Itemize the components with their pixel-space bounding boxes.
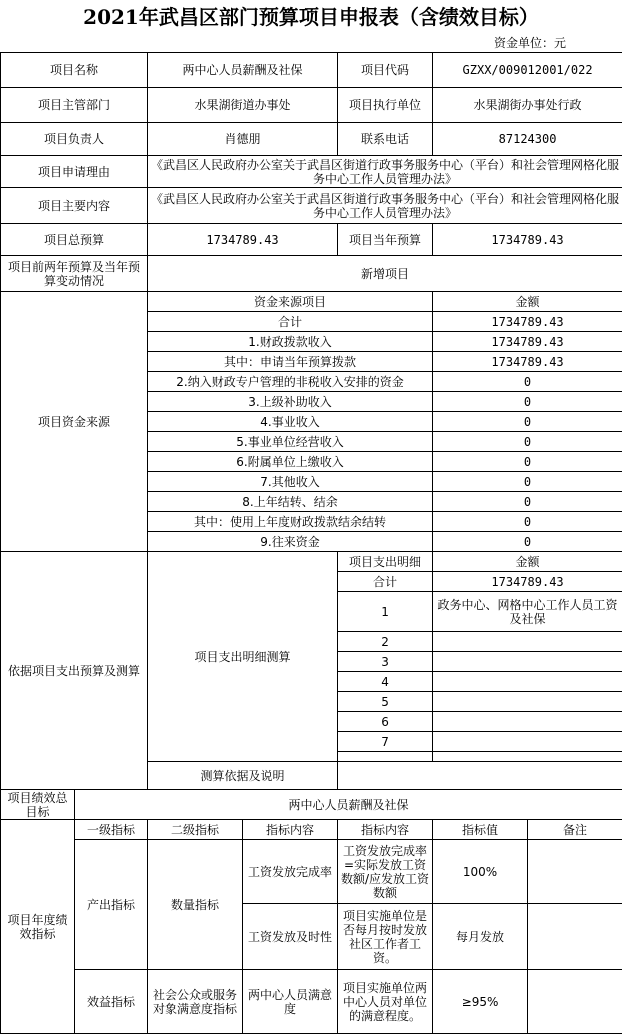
- funding-row-label: 9.往来资金: [148, 532, 433, 552]
- funding-row-label: 4.事业收入: [148, 412, 433, 432]
- phone-value: 87124300: [433, 123, 622, 156]
- expense-row-detail: [433, 732, 622, 752]
- note-header: 备注: [528, 820, 622, 840]
- expense-row-detail: [433, 672, 622, 692]
- performance-goal-value: 两中心人员薪酬及社保: [75, 790, 622, 820]
- expense-row-detail: 政务中心、网格中心工作人员工资及社保: [433, 592, 622, 632]
- indicator-description: 项目实施单位是否每月按时发放社区工作者工资。: [338, 904, 433, 970]
- expense-row-number: 3: [338, 652, 433, 672]
- funding-row-label: 8.上年结转、结余: [148, 492, 433, 512]
- total-budget-value: 1734789.43: [148, 224, 338, 256]
- expense-row-number: 2: [338, 632, 433, 652]
- calc-basis-label: 测算依据及说明: [148, 762, 338, 790]
- performance-goal-label: 项目绩效总目标: [1, 790, 75, 820]
- unit-label: 资金单位：元: [494, 34, 566, 52]
- expense-row-spacer: [433, 752, 622, 762]
- funding-row-amount: 1734789.43: [433, 332, 622, 352]
- funding-row-label: 其中：使用上年度财政拨款结余结转: [148, 512, 433, 532]
- expense-row-detail: [433, 712, 622, 732]
- output-indicator-label: 产出指标: [75, 840, 148, 970]
- funding-row-label: 1.财政拨款收入: [148, 332, 433, 352]
- executing-unit-label: 项目执行单位: [338, 88, 433, 123]
- main-content-label: 项目主要内容: [1, 188, 148, 224]
- annual-indicator-label: 项目年度绩效指标: [1, 820, 75, 1034]
- project-owner-value: 肖德朋: [148, 123, 338, 156]
- project-code-label: 项目代码: [338, 53, 433, 88]
- expense-row-detail: [433, 632, 622, 652]
- quantity-indicator-label: 数量指标: [148, 840, 243, 970]
- indicator-name: 两中心人员满意度: [243, 970, 338, 1034]
- project-owner-label: 项目负责人: [1, 123, 148, 156]
- level2-header: 二级指标: [148, 820, 243, 840]
- budget-change-value: 新增项目: [148, 256, 622, 292]
- expense-row-number: 7: [338, 732, 433, 752]
- budget-form-table: [0, 52, 622, 1034]
- expense-total-amount: 1734789.43: [433, 572, 622, 592]
- phone-label: 联系电话: [338, 123, 433, 156]
- indicator-note: [528, 904, 622, 970]
- page-title: 2021年武昌区部门预算项目申报表（含绩效目标）: [0, 0, 622, 34]
- budget-change-label: 项目前两年预算及当年预算变动情况: [1, 256, 148, 292]
- expense-row-detail: [433, 692, 622, 712]
- funding-row-amount: 0: [433, 472, 622, 492]
- funding-row-label: 3.上级补助收入: [148, 392, 433, 412]
- main-content-value: 《武昌区人民政府办公室关于武昌区街道行政事务服务中心（平台）和社会管理网格化服务中心工作人员管理办法》: [148, 188, 622, 224]
- funding-row-amount: 0: [433, 492, 622, 512]
- executing-unit-value: 水果湖街办事处行政: [433, 88, 622, 123]
- benefit-indicator-label: 效益指标: [75, 970, 148, 1034]
- funding-row-label: 合计: [148, 312, 433, 332]
- project-name-label: 项目名称: [1, 53, 148, 88]
- expense-amount-col-header: 金额: [433, 552, 622, 572]
- funding-source-col-header: 资金来源项目: [148, 292, 433, 312]
- application-reason-value: 《武昌区人民政府办公室关于武昌区街道行政事务服务中心（平台）和社会管理网格化服务中心工作人员管理办法》: [148, 156, 622, 188]
- value-header: 指标值: [433, 820, 528, 840]
- funding-row-amount: 0: [433, 512, 622, 532]
- satisfaction-indicator-label: 社会公众或服务对象满意度指标: [148, 970, 243, 1034]
- funding-row-label: 6.附属单位上缴收入: [148, 452, 433, 472]
- indicator-name: 工资发放完成率: [243, 840, 338, 904]
- indicator-description: 项目实施单位两中心人员对单位的满意程度。: [338, 970, 433, 1034]
- funding-row-amount: 1734789.43: [433, 312, 622, 332]
- funding-row-amount: 0: [433, 452, 622, 472]
- funding-row-amount: 0: [433, 432, 622, 452]
- expense-row-number: 6: [338, 712, 433, 732]
- expense-row-spacer: [338, 752, 433, 762]
- current-budget-label: 项目当年预算: [338, 224, 433, 256]
- expense-row-detail: [433, 652, 622, 672]
- application-reason-label: 项目申请理由: [1, 156, 148, 188]
- indicator-value: 100%: [433, 840, 528, 904]
- calc-basis-value: [338, 762, 622, 790]
- expense-row-number: 4: [338, 672, 433, 692]
- project-name-value: 两中心人员薪酬及社保: [148, 53, 338, 88]
- supervising-dept-label: 项目主管部门: [1, 88, 148, 123]
- indicator-description: 工资发放完成率=实际发放工资数额/应发放工资数额: [338, 840, 433, 904]
- total-budget-label: 项目总预算: [1, 224, 148, 256]
- supervising-dept-value: 水果湖街道办事处: [148, 88, 338, 123]
- funding-row-amount: 1734789.43: [433, 352, 622, 372]
- funding-source-label: 项目资金来源: [1, 292, 148, 552]
- current-budget-value: 1734789.43: [433, 224, 622, 256]
- expense-section-label: 依据项目支出预算及测算: [1, 552, 148, 790]
- indicator-value: 每月发放: [433, 904, 528, 970]
- expense-row-number: 5: [338, 692, 433, 712]
- funding-row-label: 5.事业单位经营收入: [148, 432, 433, 452]
- content2-header: 指标内容: [338, 820, 433, 840]
- funding-row-amount: 0: [433, 392, 622, 412]
- indicator-value: ≥95%: [433, 970, 528, 1034]
- expense-detail-col-header: 项目支出明细: [338, 552, 433, 572]
- funding-row-label: 2.纳入财政专户管理的非税收入安排的资金: [148, 372, 433, 392]
- expense-total-label: 合计: [338, 572, 433, 592]
- project-code-value: GZXX/009012001/022: [433, 53, 622, 88]
- level1-header: 一级指标: [75, 820, 148, 840]
- funding-row-label: 7.其他收入: [148, 472, 433, 492]
- expense-row-number: 1: [338, 592, 433, 632]
- indicator-note: [528, 970, 622, 1034]
- indicator-name: 工资发放及时性: [243, 904, 338, 970]
- expense-detail-calc-label: 项目支出明细测算: [148, 552, 338, 762]
- funding-row-amount: 0: [433, 412, 622, 432]
- funding-row-amount: 0: [433, 372, 622, 392]
- funding-amount-col-header: 金额: [433, 292, 622, 312]
- content1-header: 指标内容: [243, 820, 338, 840]
- indicator-note: [528, 840, 622, 904]
- funding-row-label: 其中：申请当年预算拨款: [148, 352, 433, 372]
- funding-row-amount: 0: [433, 532, 622, 552]
